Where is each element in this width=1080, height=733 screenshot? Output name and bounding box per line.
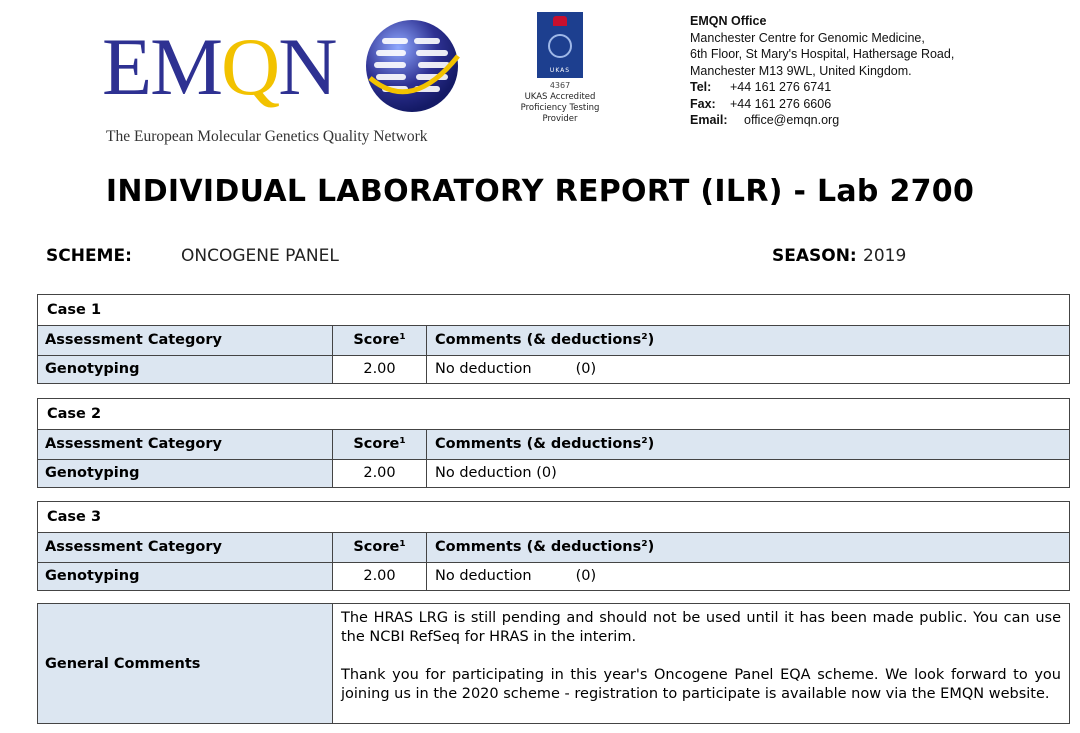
comment-cell: No deduction (0) xyxy=(435,361,597,377)
category-cell: Genotyping xyxy=(38,563,333,590)
scheme-label: SCHEME: xyxy=(46,246,132,266)
score-cell: 2.00 xyxy=(333,563,427,590)
ukas-badge-icon xyxy=(537,12,583,78)
comment-cell: No deduction (0) xyxy=(435,568,597,584)
header-comments: Comments (& deductions²) xyxy=(435,539,655,555)
report-title: INDIVIDUAL LABORATORY REPORT (ILR) - Lab 2700 xyxy=(105,174,975,209)
table-header-row xyxy=(38,533,1069,562)
table-row xyxy=(38,562,1069,590)
crown-icon xyxy=(553,16,567,26)
office-address-line: Manchester Centre for Genomic Medicine, xyxy=(690,30,925,45)
header-score: Score¹ xyxy=(333,326,427,355)
ukas-description: UKAS Accredited Proficiency Testing Provider xyxy=(520,92,600,124)
office-tel: Tel: +44 161 276 6741 xyxy=(690,80,832,94)
category-cell: Genotyping xyxy=(38,356,333,383)
table-header-row xyxy=(38,326,1069,355)
ukas-accreditation xyxy=(510,12,610,125)
case-table xyxy=(37,501,1070,591)
header-comments: Comments (& deductions²) xyxy=(435,436,655,452)
header-category: Assessment Category xyxy=(38,326,333,355)
case-table xyxy=(37,294,1070,384)
table-row xyxy=(38,355,1069,383)
case-table xyxy=(37,398,1070,488)
table-header-row xyxy=(38,430,1069,459)
case-title: Case 1 xyxy=(38,295,1069,326)
season-value: 2019 xyxy=(863,246,907,266)
header-category: Assessment Category xyxy=(38,533,333,562)
office-contact xyxy=(690,13,954,129)
comment-paragraph: The HRAS LRG is still pending and should not be used until it has been made public. You can use the NCBI RefSeq for HRAS in the interim. xyxy=(341,610,1061,645)
header-comments: Comments (& deductions²) xyxy=(435,332,655,348)
score-cell: 2.00 xyxy=(333,460,427,487)
office-email: Email: office@emqn.org xyxy=(690,113,840,127)
comment-paragraph: Thank you for participating in this year's Oncogene Panel EQA scheme. We look forward to you joining us in the 2020 scheme - registration to participate is available now via the EMQN website. xyxy=(341,667,1061,702)
category-cell: Genotyping xyxy=(38,460,333,487)
scheme-value: ONCOGENE PANEL xyxy=(181,246,339,266)
season-label: SEASON: xyxy=(772,246,857,266)
emqn-logo xyxy=(100,12,470,147)
office-fax: Fax: +44 161 276 6606 xyxy=(690,96,832,111)
general-comments-text xyxy=(333,604,1069,723)
header-category: Assessment Category xyxy=(38,430,333,459)
logo-tagline: The European Molecular Genetics Quality Network xyxy=(106,128,428,145)
comment-cell: No deduction (0) xyxy=(435,465,557,481)
ukas-number: 4367 xyxy=(549,81,571,90)
office-address-line: 6th Floor, St Mary's Hospital, Hathersage Road, xyxy=(690,47,955,61)
globe-icon xyxy=(362,16,462,116)
case-title: Case 3 xyxy=(38,502,1069,533)
table-row xyxy=(38,459,1069,487)
logo-wordmark: EMQN xyxy=(102,21,336,112)
ukas-badge-text: UKAS xyxy=(549,67,571,74)
deduction-value: (0) xyxy=(575,568,597,584)
office-address-line: Manchester M13 9WL, United Kingdom. xyxy=(690,63,912,78)
ukas-emblem-icon xyxy=(548,34,572,58)
office-title: EMQN Office xyxy=(690,14,767,28)
header-score: Score¹ xyxy=(333,533,427,562)
score-cell: 2.00 xyxy=(333,356,427,383)
general-comments xyxy=(37,603,1070,724)
case-title: Case 2 xyxy=(38,399,1069,430)
deduction-value: (0) xyxy=(575,361,597,377)
general-comments-label: General Comments xyxy=(38,604,333,723)
header-score: Score¹ xyxy=(333,430,427,459)
